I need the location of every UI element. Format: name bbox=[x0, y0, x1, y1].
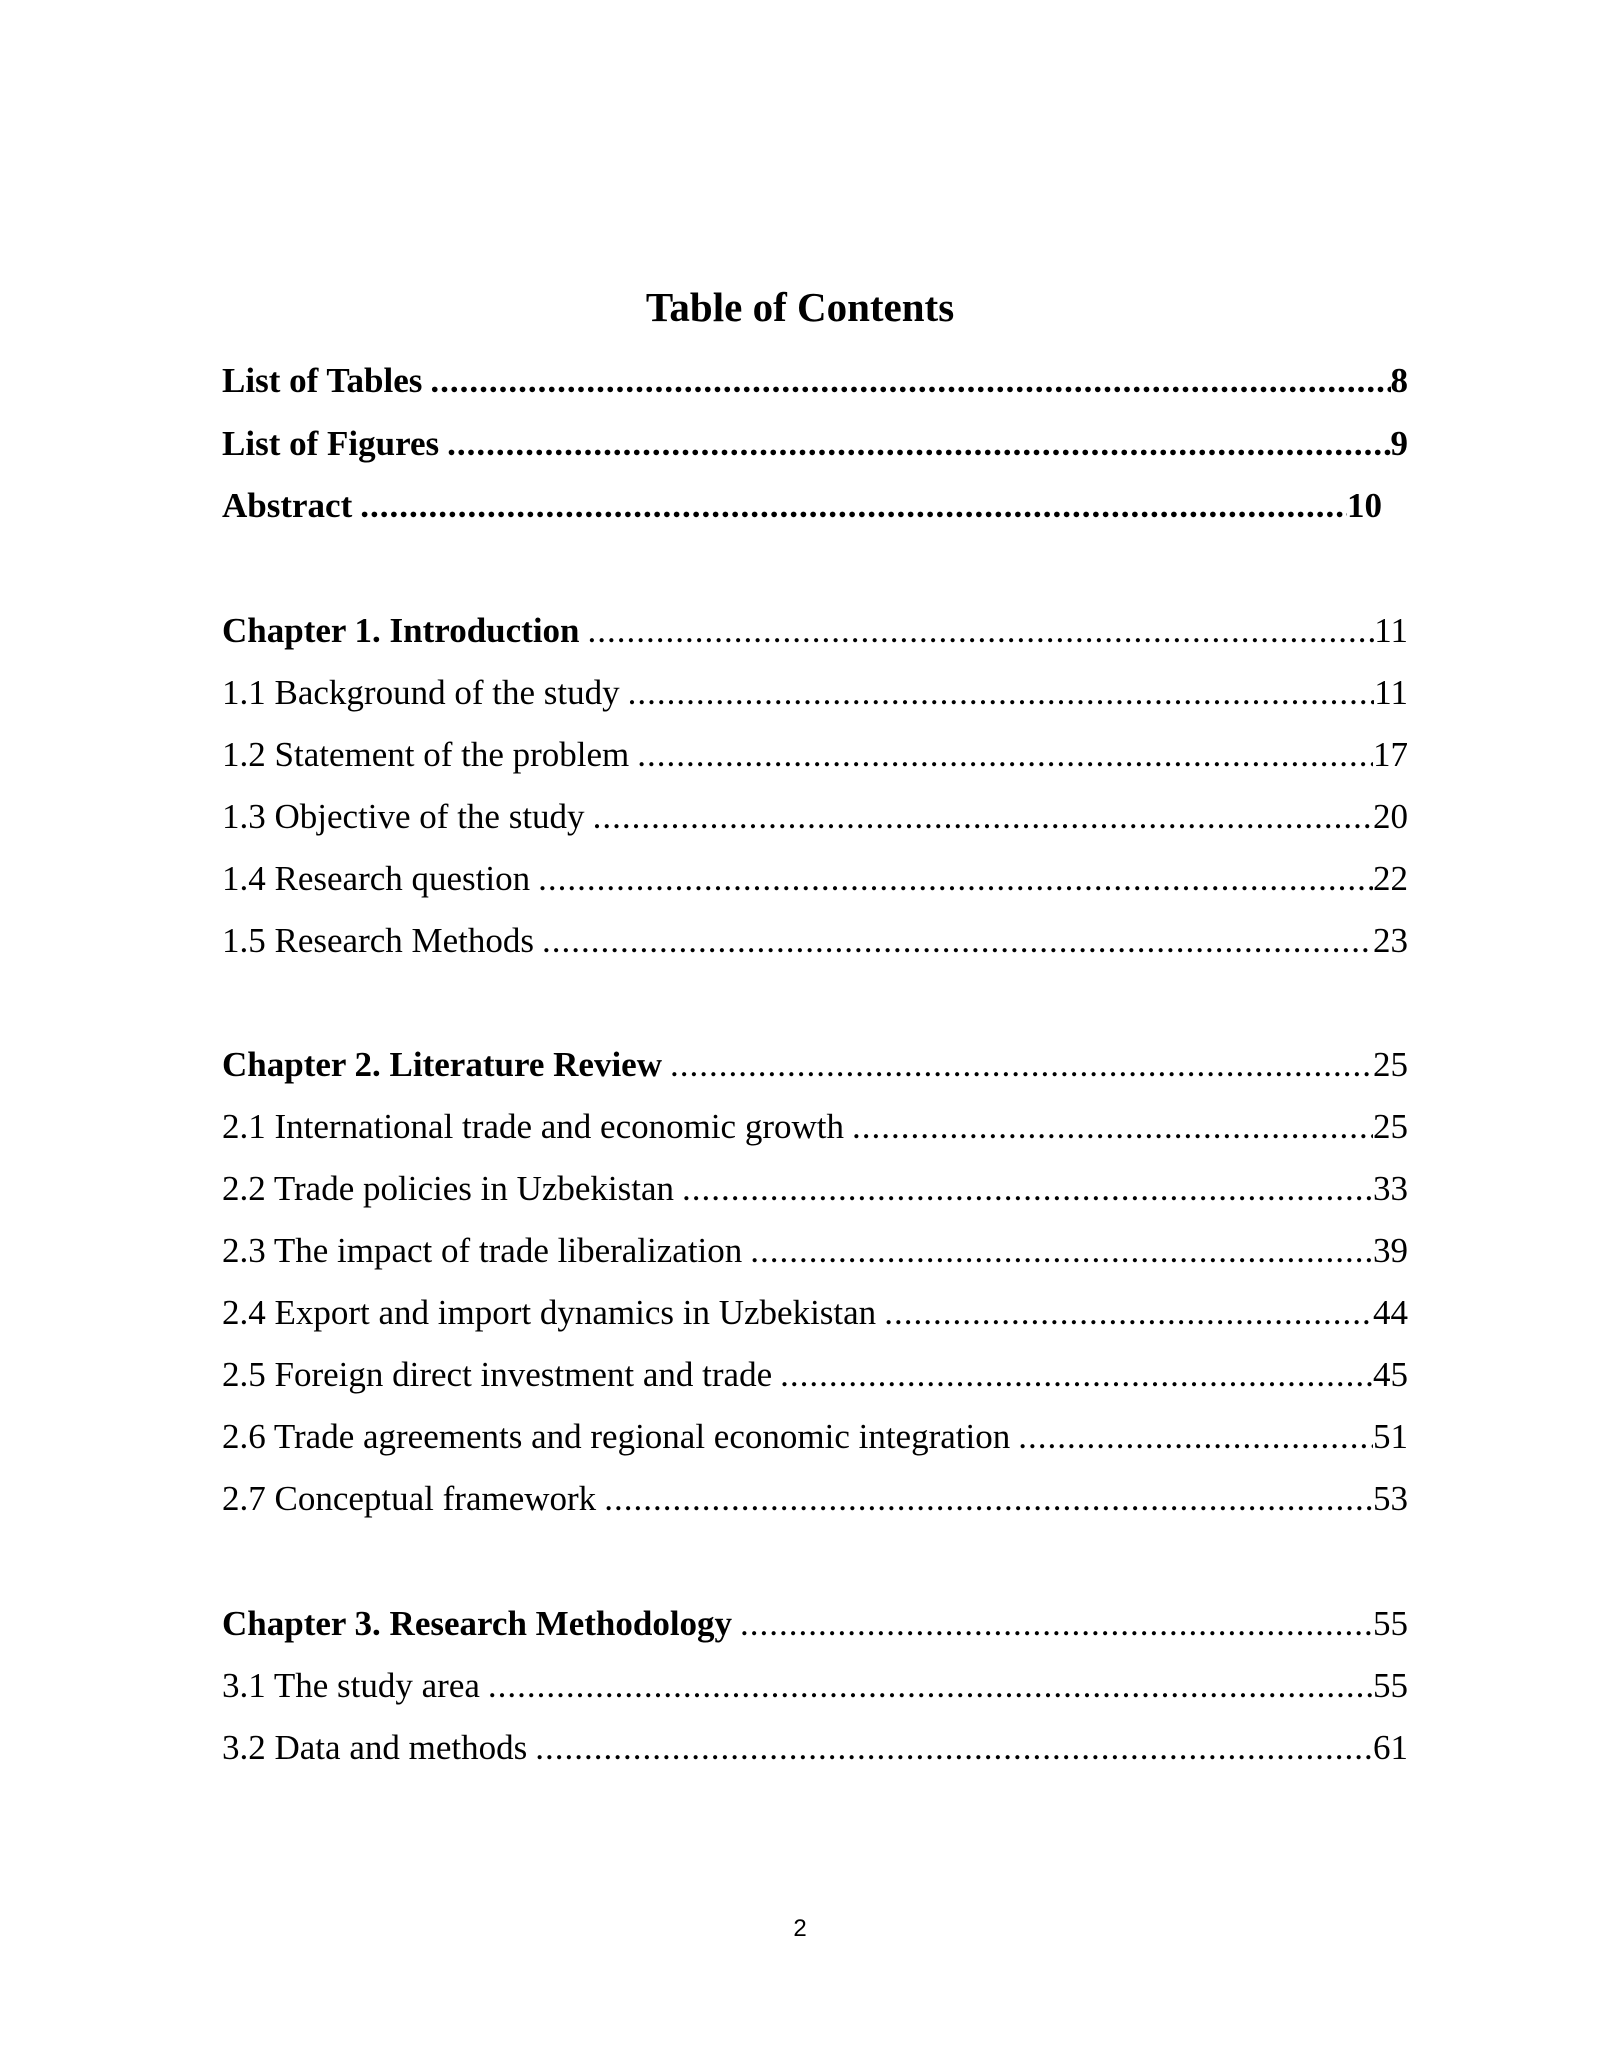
toc-section-label: 2.3 The impact of trade liberalization bbox=[222, 1231, 743, 1270]
toc-section-label: 1.4 Research question bbox=[222, 859, 531, 898]
toc-section-1-2 bbox=[222, 730, 1408, 780]
toc-entry-label: List of Tables bbox=[222, 361, 423, 400]
toc-dot-leader bbox=[1018, 1412, 1373, 1462]
toc-dot-leader bbox=[740, 1599, 1373, 1649]
toc-section-page: 55 bbox=[1373, 1666, 1408, 1705]
toc-section-1-3 bbox=[222, 792, 1408, 842]
toc-section-2-4 bbox=[222, 1288, 1408, 1338]
page-number: 2 bbox=[793, 1915, 807, 1942]
toc-dot-leader bbox=[884, 1288, 1373, 1338]
toc-chapter-2 bbox=[222, 1040, 1408, 1090]
toc-section-label: 2.4 Export and import dynamics in Uzbekistan bbox=[222, 1293, 877, 1332]
toc-section-label: 3.1 The study area bbox=[222, 1666, 480, 1705]
toc-section-page: 45 bbox=[1373, 1355, 1408, 1394]
toc-section-2-2 bbox=[222, 1164, 1408, 1214]
toc-dot-leader bbox=[430, 356, 1390, 406]
toc-dot-leader bbox=[852, 1102, 1373, 1152]
toc-section-page: 44 bbox=[1373, 1293, 1408, 1332]
toc-section-label: 1.5 Research Methods bbox=[222, 921, 535, 960]
toc-section-label: 2.1 International trade and economic growth bbox=[222, 1107, 845, 1146]
toc-chapter-1 bbox=[222, 606, 1408, 656]
toc-dot-leader bbox=[542, 916, 1373, 966]
toc-section-page: 11 bbox=[1374, 673, 1408, 712]
toc-section-page: 17 bbox=[1373, 735, 1408, 774]
toc-section-label: 2.6 Trade agreements and regional economic integration bbox=[222, 1417, 1011, 1456]
toc-chapter-3 bbox=[222, 1599, 1408, 1649]
toc-section-2-3 bbox=[222, 1226, 1408, 1276]
toc-chapter-page: 11 bbox=[1374, 611, 1408, 650]
toc-entry-label: Abstract bbox=[222, 486, 353, 525]
toc-dot-leader bbox=[780, 1350, 1373, 1400]
toc-section-label: 1.2 Statement of the problem bbox=[222, 735, 630, 774]
toc-title: Table of Contents bbox=[645, 284, 955, 330]
toc-entry-abstract bbox=[222, 481, 1382, 531]
toc-dot-leader bbox=[447, 419, 1390, 469]
toc-section-page: 61 bbox=[1373, 1728, 1408, 1767]
toc-entry-page: 10 bbox=[1347, 486, 1382, 525]
toc-section-label: 1.1 Background of the study bbox=[222, 673, 620, 712]
toc-entry-page: 9 bbox=[1390, 424, 1408, 463]
toc-dot-leader bbox=[488, 1661, 1373, 1711]
toc-chapter-label: Chapter 2. Literature Review bbox=[222, 1045, 662, 1084]
toc-section-page: 22 bbox=[1373, 859, 1408, 898]
toc-section-page: 39 bbox=[1373, 1231, 1408, 1270]
toc-dot-leader bbox=[670, 1040, 1373, 1090]
toc-section-label: 3.2 Data and methods bbox=[222, 1728, 528, 1767]
toc-section-1-5 bbox=[222, 916, 1408, 966]
toc-entry-list-of-tables bbox=[222, 356, 1408, 406]
toc-dot-leader bbox=[360, 481, 1347, 531]
toc-dot-leader bbox=[535, 1723, 1373, 1773]
toc-section-3-1 bbox=[222, 1661, 1408, 1711]
toc-section-label: 2.2 Trade policies in Uzbekistan bbox=[222, 1169, 675, 1208]
toc-chapter-page: 25 bbox=[1373, 1045, 1408, 1084]
toc-section-1-1 bbox=[222, 668, 1408, 718]
toc-section-label: 1.3 Objective of the study bbox=[222, 797, 585, 836]
toc-section-2-6 bbox=[222, 1412, 1408, 1462]
toc-dot-leader bbox=[588, 606, 1375, 656]
toc-entry-page: 8 bbox=[1390, 361, 1408, 400]
toc-section-page: 33 bbox=[1373, 1169, 1408, 1208]
toc-section-page: 25 bbox=[1373, 1107, 1408, 1146]
toc-dot-leader bbox=[750, 1226, 1373, 1276]
toc-entry-label: List of Figures bbox=[222, 424, 440, 463]
toc-section-3-2 bbox=[222, 1723, 1408, 1773]
toc-chapter-label: Chapter 1. Introduction bbox=[222, 611, 580, 650]
toc-section-label: 2.7 Conceptual framework bbox=[222, 1479, 597, 1518]
toc-dot-leader bbox=[538, 854, 1373, 904]
toc-section-page: 23 bbox=[1373, 921, 1408, 960]
toc-section-page: 51 bbox=[1373, 1417, 1408, 1456]
toc-section-2-7 bbox=[222, 1474, 1408, 1524]
toc-entry-list-of-figures bbox=[222, 419, 1408, 469]
toc-dot-leader bbox=[637, 730, 1373, 780]
toc-chapter-label: Chapter 3. Research Methodology bbox=[222, 1604, 733, 1643]
toc-section-label: 2.5 Foreign direct investment and trade bbox=[222, 1355, 773, 1394]
toc-section-page: 53 bbox=[1373, 1479, 1408, 1518]
toc-section-2-1 bbox=[222, 1102, 1408, 1152]
toc-section-2-5 bbox=[222, 1350, 1408, 1400]
toc-chapter-page: 55 bbox=[1373, 1604, 1408, 1643]
toc-section-1-4 bbox=[222, 854, 1408, 904]
toc-dot-leader bbox=[593, 792, 1373, 842]
toc-dot-leader bbox=[682, 1164, 1373, 1214]
toc-dot-leader bbox=[628, 668, 1375, 718]
toc-dot-leader bbox=[604, 1474, 1373, 1524]
toc-section-page: 20 bbox=[1373, 797, 1408, 836]
